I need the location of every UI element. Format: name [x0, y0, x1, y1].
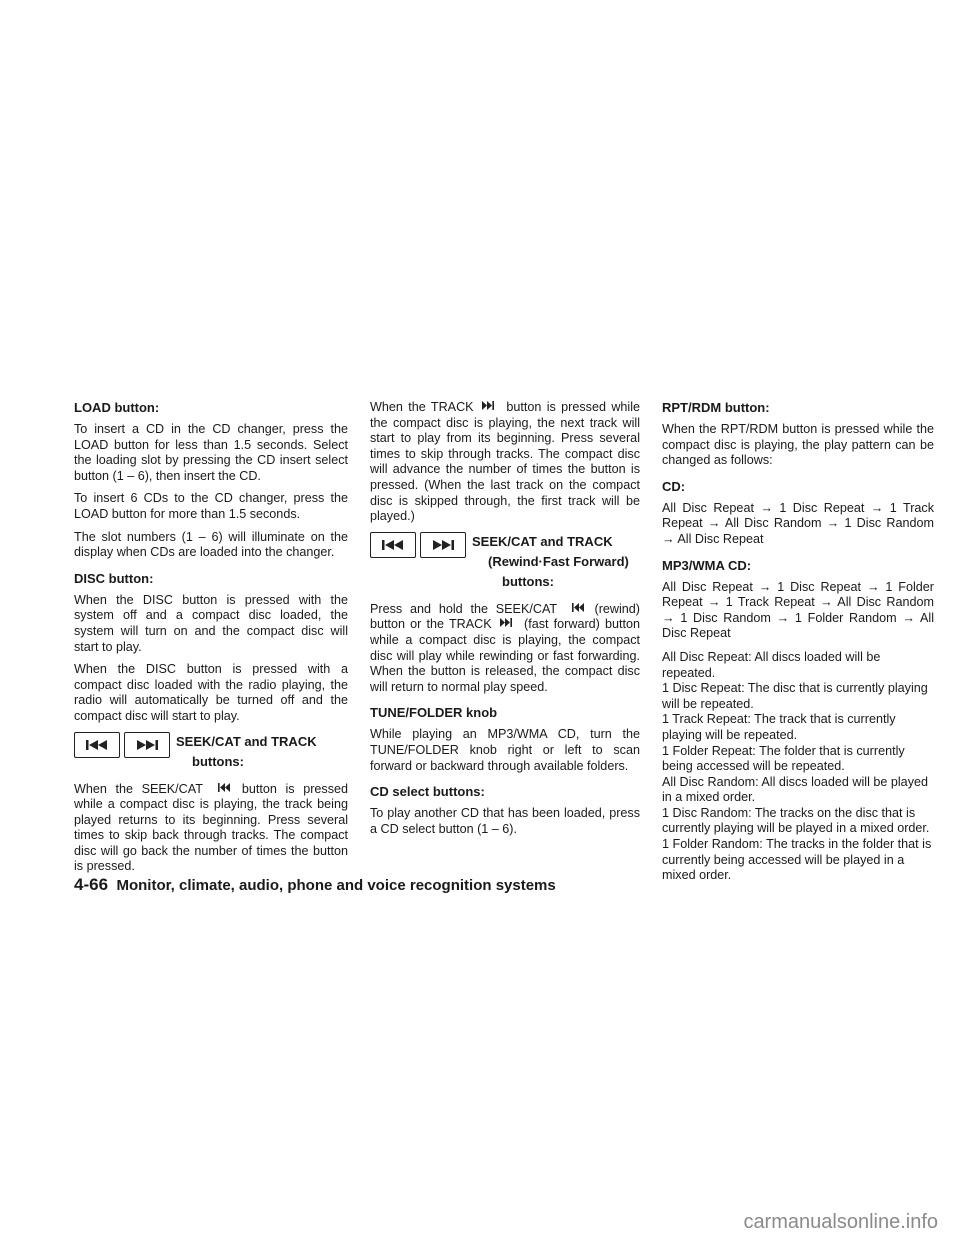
seek-track-label — [176, 732, 317, 772]
seek-track-label-line1: SEEK/CAT and TRACK — [176, 733, 317, 749]
skip-forward-icon — [134, 739, 160, 751]
skip-back-icon — [380, 539, 406, 551]
track-forward-button-illustration — [124, 732, 170, 758]
rewind-ff-paragraph-c: (fast forward) button while a compact disc is playing, the compact disc will play while rewinding or fast forwarding. When the button is released, the compact disc will return to normal play speed. — [370, 617, 641, 694]
disc-paragraph-1: When the DISC button is pressed with the system off and a compact disc loaded, the system will turn on and the compact disc will start to play. — [74, 592, 348, 654]
skip-forward-icon — [430, 539, 456, 551]
seek-paragraph-end: button is pressed while a compact disc is playing, the track being played returns to its beginning. Press several times to skip back through tracks. The compact disc will go back the number of times the button is pressed. — [74, 781, 348, 874]
rewind-ff-label — [472, 532, 629, 592]
column-1 — [74, 400, 348, 882]
rpt-rdm-heading: RPT/RDM button: — [662, 400, 770, 415]
load-paragraph-2: To insert 6 CDs to the CD changer, press the LOAD button for more than 1.5 seconds. — [74, 491, 348, 521]
rewind-button-illustration — [370, 532, 416, 558]
disc-button-heading: DISC button: — [74, 570, 154, 586]
seek-back-button-illustration — [74, 732, 120, 758]
load-paragraph-3: The slot numbers (1 – 6) will illuminate on the display when CDs are loaded into the changer. — [74, 529, 348, 560]
mp3-wma-heading: MP3/WMA CD: — [662, 557, 752, 573]
tune-folder-paragraph: While playing an MP3/WMA CD, turn the TUNE/FOLDER knob right or left to scan forward or backward through available folders. — [370, 727, 640, 773]
fast-forward-button-illustration — [420, 532, 466, 558]
definition-item: 1 Folder Random: The tracks in the folder that is currently being accessed will be played in a mixed order. — [662, 837, 932, 883]
fast-forward-icon — [497, 617, 519, 629]
page-footer — [74, 875, 556, 895]
mode-definitions — [662, 650, 934, 884]
section-title: Monitor, climate, audio, phone and voice recognition systems — [116, 877, 556, 894]
seek-track-button-figure — [74, 732, 348, 772]
definition-item: All Disc Random: All discs loaded will be played in a mixed order. — [662, 774, 928, 805]
load-button-heading: LOAD button: — [74, 400, 160, 415]
seek-paragraph — [74, 782, 348, 876]
definition-item: 1 Disc Random: The tracks on the disc that is currently playing will be played in a mixed order. — [662, 805, 930, 836]
watermark: carmanualsonline.info — [743, 1211, 938, 1233]
cd-heading: CD: — [662, 478, 686, 494]
seek-paragraph-start: When the SEEK/CAT — [74, 781, 203, 796]
rewind-ff-label-line2: (Rewind·Fast Forward) — [488, 553, 629, 569]
rpt-rdm-paragraph: When the RPT/RDM button is pressed while the compact disc is playing, the play pattern can be changed as follows: — [662, 422, 934, 468]
rewind-ff-paragraph-a: Press and hold the SEEK/CAT — [370, 601, 557, 616]
disc-paragraph-2: When the DISC button is pressed with a compact disc loaded with the radio playing, the radio will automatically be turned off and the compact disc will start to play. — [74, 662, 348, 723]
definition-item: 1 Track Repeat: The track that is currently playing will be repeated. — [662, 712, 896, 742]
definition-item: 1 Disc Repeat: The disc that is currently playing will be repeated. — [662, 681, 928, 711]
cd-sequence: All Disc Repeat → 1 Disc Repeat → 1 Track Repeat → All Disc Random → 1 Disc Random → All Disc Repeat — [662, 500, 934, 546]
rewind-ff-button-figure — [370, 532, 640, 592]
rewind-ff-paragraph-b: (rewind) button or the TRACK — [370, 601, 641, 632]
rewind-icon — [565, 602, 587, 614]
definition-item: All Disc Repeat: All discs loaded will be repeated. — [662, 649, 881, 680]
rewind-ff-label-line1: SEEK/CAT and TRACK — [472, 533, 613, 549]
track-paragraph-end: button is pressed while the compact disc is playing, the next track will start to play from its beginning. Press several times to skip through tracks. The compact disc will advance the number of times the button is pressed. (When the last track on the compact disc is skipped through, the first track will be played.) — [370, 400, 641, 524]
tune-folder-heading: TUNE/FOLDER knob — [370, 705, 498, 721]
definition-item: 1 Folder Repeat: The folder that is currently being accessed will be repeated. — [662, 743, 905, 774]
cd-select-heading: CD select buttons: — [370, 784, 485, 800]
cd-select-paragraph: To play another CD that has been loaded, press a CD select button (1 – 6). — [370, 806, 640, 836]
column-2 — [370, 400, 640, 844]
rewind-ff-label-line3: buttons: — [502, 573, 554, 589]
seek-track-label-line2: buttons: — [192, 753, 244, 769]
fast-forward-icon — [479, 400, 501, 412]
rewind-icon — [211, 782, 233, 794]
track-paragraph — [370, 400, 640, 525]
track-paragraph-start: When the TRACK — [370, 400, 474, 414]
column-3 — [662, 400, 934, 884]
skip-back-icon — [84, 739, 110, 751]
rewind-ff-paragraph — [370, 602, 640, 696]
load-paragraph-1: To insert a CD in the CD changer, press the LOAD button for less than 1.5 seconds. Select the loading slot by pressing the CD insert select button (1 – 6), then insert the CD. — [74, 422, 348, 483]
page-number: 4-66 — [74, 875, 109, 894]
mp3-wma-sequence: All Disc Repeat → 1 Disc Repeat → 1 Folder Repeat → 1 Track Repeat → All Disc Random → 1 Disc Random → 1 Folder Random → All Disc Repeat — [662, 579, 934, 641]
